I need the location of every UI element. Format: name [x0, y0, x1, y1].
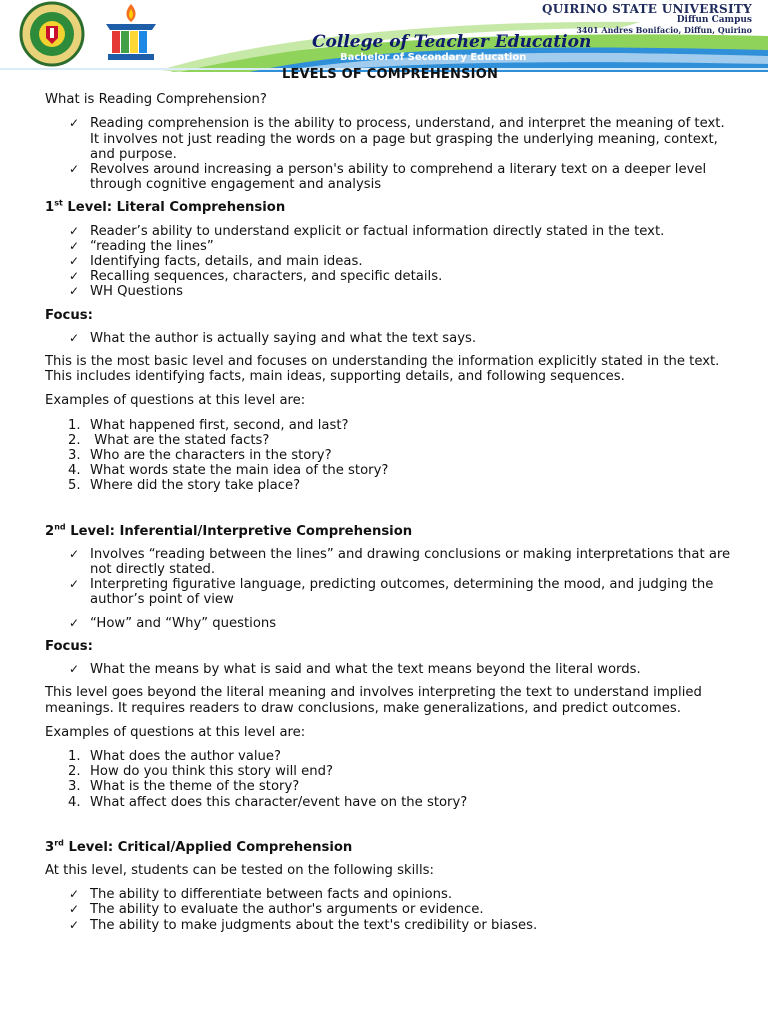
level1-focus-label: Focus:: [45, 307, 93, 323]
level2-list: [45, 547, 735, 631]
list-item: ✓ The ability to differentiate between facts and opinions.: [45, 887, 735, 902]
level3-heading: 3rd Level: Critical/Applied Comprehension: [45, 838, 353, 855]
level1-focus-list: [45, 331, 735, 346]
list-item: ✓ “How” and “Why” questions: [45, 616, 735, 631]
list-item: ✓ What the author is actually saying and what the text says.: [45, 331, 735, 346]
level3-list: [45, 887, 735, 933]
list-item: ✓ Interpreting figurative language, predicting outcomes, determining the mood, and judging the author’s point of view: [45, 577, 735, 607]
level2-examples-intro: Examples of questions at this level are:: [45, 724, 306, 740]
list-item: ✓ The ability to evaluate the author's arguments or evidence.: [45, 902, 735, 917]
intro-question: What is Reading Comprehension?: [45, 92, 267, 108]
level3-intro: At this level, students can be tested on the following skills:: [45, 862, 434, 878]
list-item: ✓ Revolves around increasing a person's ability to comprehend a literary text on a deeper level through cognitive engagement and analysis: [45, 162, 735, 192]
list-item: ✓ Identifying facts, details, and main ideas.: [45, 254, 735, 269]
level1-heading: 1st Level: Literal Comprehension: [45, 199, 286, 216]
campus-address: 3401 Andres Bonifacio, Diffun, Quirino: [576, 25, 752, 35]
letterhead: [0, 0, 768, 72]
college-logo-icon: [96, 0, 166, 68]
level1-examples-intro: Examples of questions at this level are:: [45, 393, 306, 409]
list-item: ✓ WH Questions: [45, 284, 735, 299]
list-item: ✓ The ability to make judgments about the text's credibility or biases.: [45, 918, 735, 933]
level1-paragraph: This is the most basic level and focuses on understanding the information explicitly stated in the text. This includes identifying facts, main ideas, supporting details, and following sequences.: [45, 354, 720, 385]
level1-examples: [45, 418, 735, 494]
list-item-text: It involves not just reading the words on a page but grasping the underlying meaning, context, and purpose.: [90, 131, 718, 162]
list-item: ✓ Involves “reading between the lines” and drawing conclusions or making interpretations that are not directly stated.: [45, 547, 735, 577]
program-name: Bachelor of Secondary Education: [340, 52, 527, 63]
list-item: 2. What are the stated facts?: [68, 432, 270, 448]
university-name: QUIRINO STATE UNIVERSITY: [541, 2, 752, 16]
document-body: [45, 67, 735, 941]
list-item: ✓ What the means by what is said and what the text means beyond the literal words.: [45, 662, 735, 677]
university-seal-icon: [6, 0, 106, 68]
list-item: 2. How do you think this story will end?: [68, 764, 333, 780]
level2-focus-list: [45, 662, 735, 677]
level1-list: [45, 224, 735, 300]
list-item: 3. Who are the characters in the story?: [68, 448, 332, 464]
intro-list: [45, 116, 735, 192]
list-item: 5. Where did the story take place?: [68, 478, 301, 494]
level2-examples: [45, 749, 735, 810]
list-item: ✓ Reader’s ability to understand explicit or factual information directly stated in the text.: [45, 224, 735, 239]
list-item: 1. What happened first, second, and last?: [68, 417, 349, 433]
document-title: LEVELS OF COMPREHENSION: [281, 67, 499, 82]
list-item: [45, 116, 735, 162]
college-name: College of Teacher Education: [312, 32, 592, 52]
level2-focus-label: Focus:: [45, 638, 93, 654]
list-item-text: Reading comprehension is the ability to process, understand, and interpret the meaning of text.: [90, 116, 725, 132]
list-item: ✓ “reading the lines”: [45, 239, 735, 254]
campus-name: Diffun Campus: [676, 15, 752, 25]
list-item: 1. What does the author value?: [68, 748, 281, 764]
list-item: 3. What is the theme of the story?: [68, 779, 300, 795]
level2-paragraph: This level goes beyond the literal meaning and involves interpreting the text to understand implied meanings. It requires readers to draw conclusions, make generalizations, and predict outcomes.: [45, 685, 702, 716]
list-item: 4. What words state the main idea of the story?: [68, 463, 389, 479]
list-item: ✓ Recalling sequences, characters, and specific details.: [45, 269, 735, 284]
level2-heading: 2nd Level: Inferential/Interpretive Comprehension: [45, 522, 413, 539]
list-item: 4. What affect does this character/event have on the story?: [68, 794, 468, 810]
